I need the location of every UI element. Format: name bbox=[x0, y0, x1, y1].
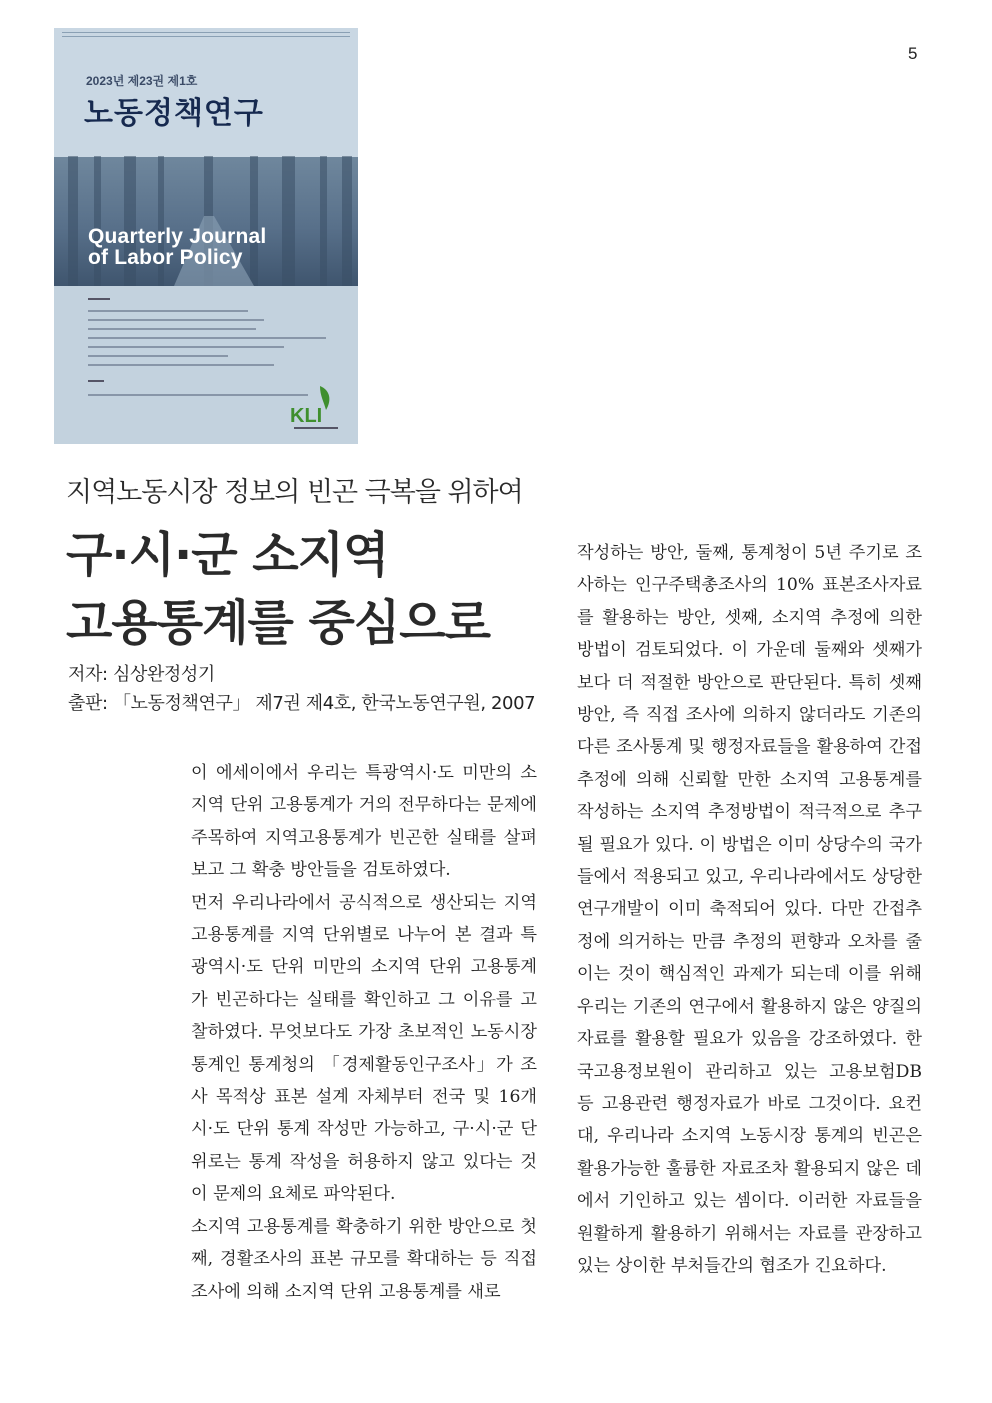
cover-toc-line bbox=[88, 310, 248, 312]
body-left-column bbox=[191, 757, 537, 1308]
cover-header-rule bbox=[62, 32, 350, 37]
body-paragraph: 작성하는 방안, 둘째, 통계청이 5년 주기로 조사하는 인구주택총조사의 10% 표본조사자료를 활용하는 방안, 셋째, 소지역 추정에 의한 방법이 검토되었다. 이 가운데 둘째와 셋째가 보다 더 적절한 방안으로 판단된다. 특히 셋째 방안, 즉 직접 조사에 의하지 않더라도 기존의 다른 조사통계 및 행정자료들을 활용하여 간접추정에 의해 신뢰할 만한 소지역 고용통계를 작성하는 소지역 추정방법이 적극적으로 추구될 필요가 있다. 이 방법은 이미 상당수의 국가들에서 적용되고 있고, 우리나라에서도 상당한 연구개발이 이미 축적되어 있다. 다만 간접추정에 의거하는 만큼 추정의 편향과 오차를 줄이는 것이 핵심적인 과제가 되는데 이를 위해 우리는 기존의 연구에서 활용하지 않은 양질의 자료를 활용할 필요가 있음을 강조하였다. 한국고용정보원이 관리하고 있는 고용보험DB 등 고용관련 행정자료가 바로 그것이다. 요컨대, 우리나라 소지역 노동시장 통계의 빈곤은 활용가능한 훌륭한 자료조차 활용되지 않은 데에서 기인하고 있는 셈이다. 이러한 자료들을 원활하게 활용하기 위해서는 자료를 관장하고 있는 상이한 부처들간의 협조가 긴요하다. bbox=[577, 543, 922, 1276]
cover-toc-line bbox=[88, 319, 264, 321]
body-right-column bbox=[577, 537, 922, 1282]
article-title-line2: 고용통계를 중심으로 bbox=[66, 595, 491, 651]
cover-toc-line bbox=[88, 328, 256, 330]
cover-english-title bbox=[88, 226, 328, 268]
cover-english-title-line1: Quarterly Journal bbox=[88, 225, 267, 248]
kli-logo-text: KLI bbox=[290, 405, 323, 427]
body-paragraph: 이 에세이에서 우리는 특광역시·도 미만의 소지역 단위 고용통계가 거의 전무하다는 문제에 주목하여 지역고용통계가 빈곤한 실태를 살펴보고 그 확충 방안들을 검토하였다. bbox=[191, 763, 537, 881]
article-subtitle: 지역노동시장 정보의 빈곤 극복을 위하여 bbox=[66, 477, 523, 508]
body-paragraph: 먼저 우리나라에서 공식적으로 생산되는 지역고용통계를 지역 단위별로 나누어 본 결과 특광역시·도 단위 미만의 소지역 단위 고용통계가 빈곤하다는 실태를 확인하고 그 이유를 고찰하였다. 무엇보다도 가장 초보적인 노동시장 통계인 통계청의 「경제활동인구조사」가 조사 목적상 표본 설계 자체부터 전국 및 16개 시·도 단위 통계 작성만 가능하고, 구·시·군 단위로는 통계 작성을 허용하지 않고 있다는 것이 문제의 요체로 파악된다. bbox=[191, 892, 537, 1205]
body-paragraph: 소지역 고용통계를 확충하기 위한 방안으로 첫째, 경활조사의 표본 규모를 확대하는 등 직접 조사에 의해 소지역 단위 고용통계를 새로 bbox=[191, 1216, 537, 1302]
journal-cover-image bbox=[54, 28, 358, 444]
cover-toc-line bbox=[88, 394, 308, 396]
article-source: 출판: 「노동정책연구」 제7권 제4호, 한국노동연구원, 2007 bbox=[68, 693, 536, 714]
cover-toc-line bbox=[88, 346, 284, 348]
cover-issue-label: 2023년 제23권 제1호 bbox=[86, 74, 198, 88]
article-author: 저자: 심상완정성기 bbox=[68, 664, 215, 685]
kli-logo bbox=[286, 384, 346, 434]
cover-english-title-line2: of Labor Policy bbox=[88, 246, 243, 269]
article-title-line1: 구·시·군 소지역 bbox=[66, 527, 389, 583]
page-number: 5 bbox=[908, 44, 918, 63]
cover-toc-line bbox=[88, 337, 326, 339]
cover-korean-title: 노동정책연구 bbox=[84, 97, 264, 130]
cover-toc-line bbox=[88, 355, 228, 357]
cover-review-heading-mark bbox=[88, 380, 104, 382]
cover-toc-heading-mark bbox=[88, 298, 110, 300]
cover-toc-line bbox=[88, 364, 274, 366]
